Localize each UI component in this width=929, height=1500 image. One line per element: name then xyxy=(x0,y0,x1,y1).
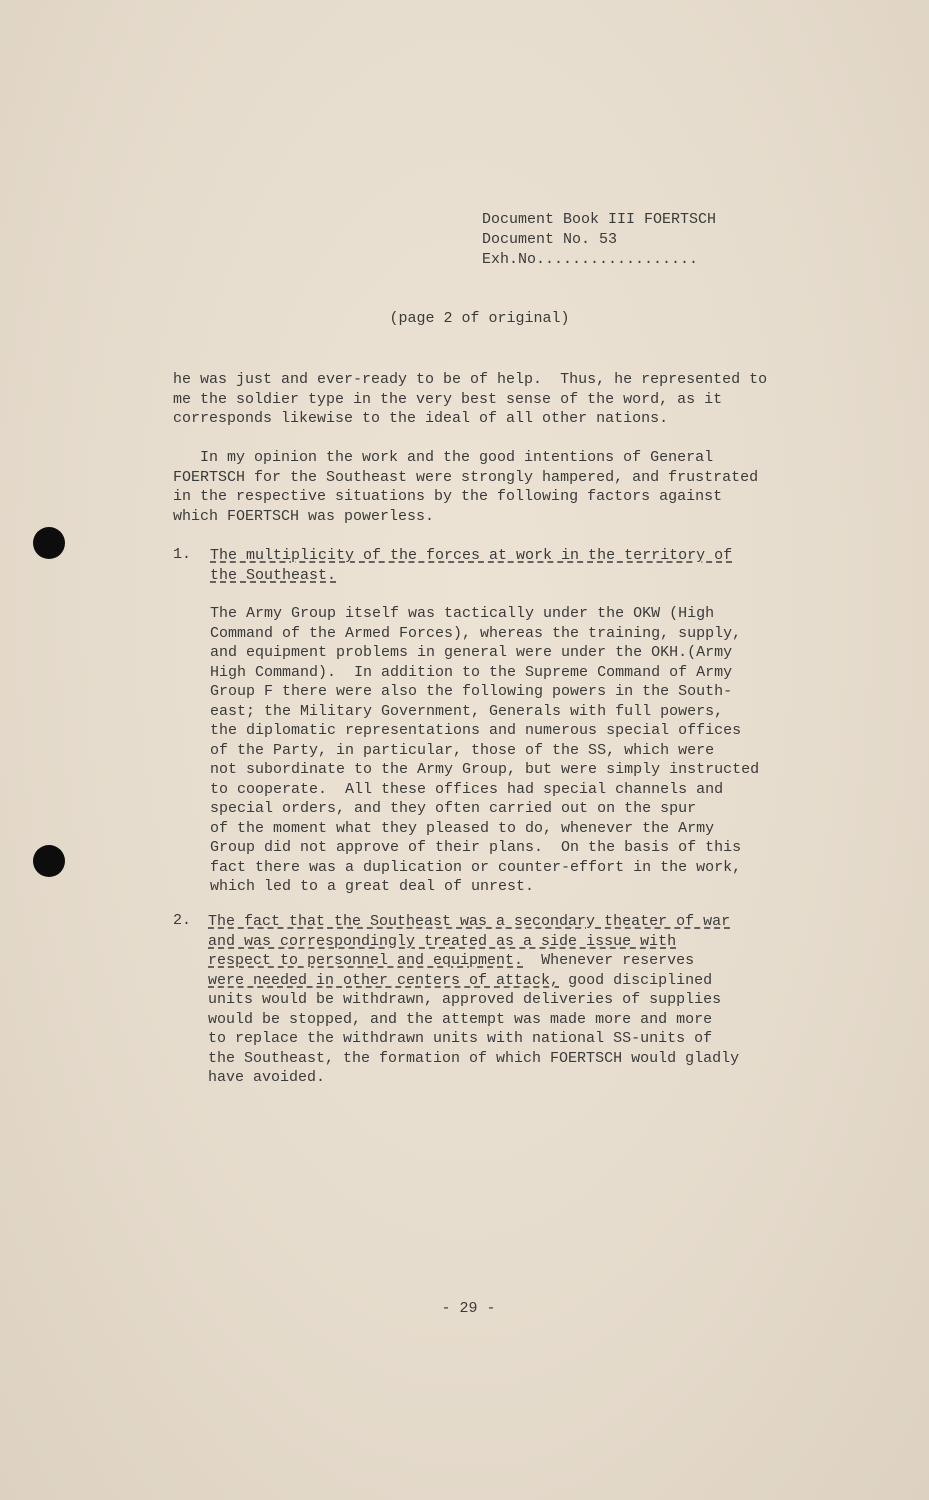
text-line: and equipment problems in general were under the OKH.(Army xyxy=(210,644,733,661)
text-line: which FOERTSCH was powerless. xyxy=(173,507,435,525)
text-line: special orders, and they often carried out on the spur xyxy=(210,800,697,817)
item-1-heading xyxy=(210,546,732,585)
text-line: fact there was a duplication or counter-effort in the work, xyxy=(210,858,742,876)
text-line: High Command). In addition to the Supreme Command of Army xyxy=(210,663,733,681)
text-line: not subordinate to the Army Group, but were simply instructed xyxy=(210,761,760,778)
text-line: Command of the Armed Forces), whereas the training, supply, xyxy=(210,624,742,642)
text-line: have avoided. xyxy=(208,1069,326,1086)
punch-hole-top xyxy=(33,527,65,559)
text-line: of the moment what they pleased to do, whenever the Army xyxy=(210,819,715,837)
item-2-text xyxy=(208,912,739,1088)
document-header xyxy=(482,210,716,270)
original-page-reference: (page 2 of original) xyxy=(389,310,570,327)
text-line: of the Party, in particular, those of the SS, which were xyxy=(210,741,715,759)
text-fragment: good disciplined xyxy=(559,971,713,989)
text-line: The fact that the Southeast was a secondary theater of war xyxy=(208,913,731,930)
text-line: Group did not approve of their plans. On the basis of this xyxy=(210,839,742,856)
text-line xyxy=(208,971,739,991)
text-line: The Army Group itself was tactically under the OKW (High xyxy=(210,605,715,622)
heading-fragment: were needed in other centers of attack, xyxy=(208,971,560,989)
item-1-body xyxy=(210,604,759,897)
item-2-number: 2. xyxy=(173,912,192,929)
punch-hole-bottom xyxy=(33,845,65,877)
header-line-document-no: Document No. 53 xyxy=(482,231,618,248)
item-1-number: 1. xyxy=(173,546,192,563)
header-line-book: Document Book III FOERTSCH xyxy=(482,211,717,228)
text-line: units would be withdrawn, approved deliveries of supplies xyxy=(208,991,722,1008)
paragraph-opinion xyxy=(173,448,758,526)
text-line: east; the Military Government, Generals with full powers, xyxy=(210,702,724,720)
text-line: to replace the withdrawn units with national SS-units of xyxy=(208,1030,713,1047)
text-line: the diplomatic representations and numerous special offices xyxy=(210,722,742,739)
text-line: in the respective situations by the following factors against xyxy=(173,488,723,505)
text-line: FOERTSCH for the Southeast were strongly hampered, and frustrated xyxy=(173,468,759,486)
text-line: corresponds likewise to the ideal of all other nations. xyxy=(173,410,669,427)
text-line: The multiplicity of the forces at work in the territory of xyxy=(210,547,733,564)
text-line: Group F there were also the following powers in the South- xyxy=(210,683,733,700)
text-line xyxy=(208,951,739,971)
header-line-exhibit-no: Exh.No.................. xyxy=(482,251,699,268)
text-line: which led to a great deal of unrest. xyxy=(210,878,535,895)
text-line: would be stopped, and the attempt was made more and more xyxy=(208,1010,713,1028)
text-line: the Southeast. xyxy=(210,566,337,584)
paragraph-intro xyxy=(173,370,767,429)
text-fragment: Whenever reserves xyxy=(523,952,695,969)
text-line: In my opinion the work and the good intentions of General xyxy=(173,449,714,466)
text-line: the Southeast, the formation of which FOERTSCH would gladly xyxy=(208,1049,740,1067)
page-number: - 29 - xyxy=(441,1300,496,1317)
heading-fragment: respect to personnel and equipment. xyxy=(208,952,524,969)
text-line: to cooperate. All these offices had special channels and xyxy=(210,780,724,798)
text-line: he was just and ever-ready to be of help. Thus, he represented to xyxy=(173,371,768,388)
text-line: me the soldier type in the very best sense of the word, as it xyxy=(173,390,723,408)
text-line: and was correspondingly treated as a side issue with xyxy=(208,932,677,950)
